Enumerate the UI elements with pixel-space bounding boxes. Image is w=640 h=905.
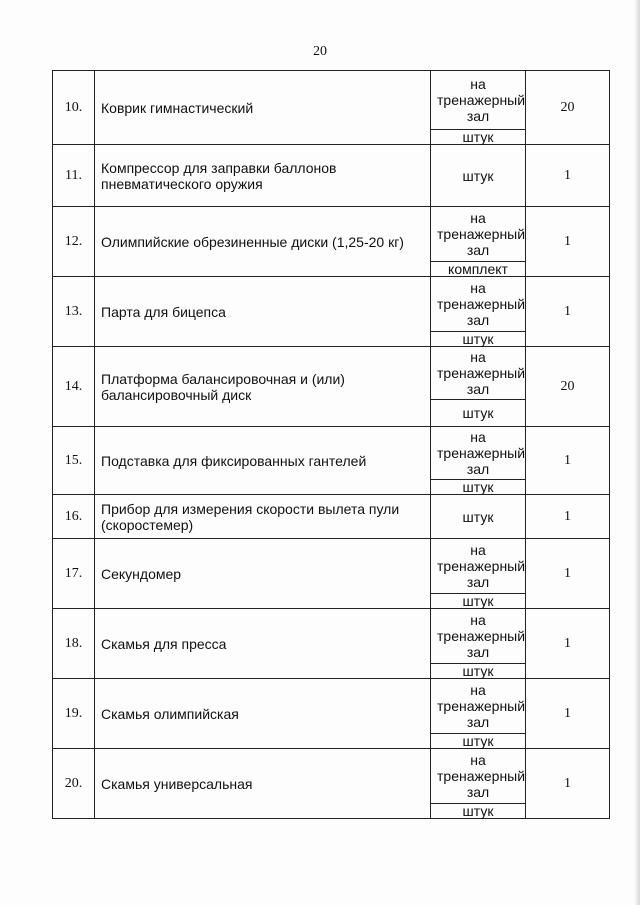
unit-top: на тренажерный зал	[431, 347, 526, 400]
item-name: Платформа балансировочная и (или) балансировочный диск	[95, 347, 431, 427]
unit-top: на тренажерный зал	[431, 427, 526, 480]
unit-bottom: штук	[431, 332, 526, 347]
row-number: 17.	[53, 539, 95, 609]
table-row	[53, 749, 610, 804]
item-name: Подставка для фиксированных гантелей	[95, 427, 431, 495]
unit-bottom: штук	[431, 130, 526, 145]
item-name: Компрессор для заправки баллонов пневматического оружия	[95, 145, 431, 207]
unit-bottom: штук	[431, 664, 526, 679]
item-name: Прибор для измерения скорости вылета пули (скоростемер)	[95, 495, 431, 539]
unit-top: на тренажерный зал	[431, 749, 526, 804]
item-name: Скамья для пресса	[95, 609, 431, 679]
unit-bottom: штук	[431, 480, 526, 495]
unit-top: на тренажерный зал	[431, 609, 526, 664]
unit-bottom: комплект	[431, 262, 526, 277]
row-number: 14.	[53, 347, 95, 427]
quantity: 1	[526, 145, 610, 207]
table-row	[53, 609, 610, 664]
unit: штук	[431, 145, 526, 207]
quantity: 1	[526, 277, 610, 347]
quantity: 1	[526, 749, 610, 819]
row-number: 18.	[53, 609, 95, 679]
quantity: 1	[526, 495, 610, 539]
row-number: 19.	[53, 679, 95, 749]
equipment-table	[52, 70, 610, 819]
unit-bottom: штук	[431, 734, 526, 749]
unit-bottom: штук	[431, 804, 526, 819]
item-name: Скамья олимпийская	[95, 679, 431, 749]
quantity: 1	[526, 679, 610, 749]
item-name: Скамья универсальная	[95, 749, 431, 819]
table-row	[53, 539, 610, 594]
table-row	[53, 71, 610, 130]
item-name: Коврик гимнастический	[95, 71, 431, 145]
quantity: 1	[526, 427, 610, 495]
page-number: 20	[313, 44, 327, 59]
quantity: 20	[526, 71, 610, 145]
table-row	[53, 277, 610, 332]
table-row	[53, 679, 610, 734]
unit-top: на тренажерный зал	[431, 679, 526, 734]
row-number: 12.	[53, 207, 95, 277]
unit-top: на тренажерный зал	[431, 71, 526, 130]
row-number: 16.	[53, 495, 95, 539]
row-number: 13.	[53, 277, 95, 347]
table-row	[53, 427, 610, 480]
table-row	[53, 495, 610, 539]
unit-bottom: штук	[431, 594, 526, 609]
table-row	[53, 347, 610, 400]
unit-top: на тренажерный зал	[431, 207, 526, 262]
table-row	[53, 145, 610, 207]
item-name: Секундомер	[95, 539, 431, 609]
unit-bottom: штук	[431, 400, 526, 427]
row-number: 15.	[53, 427, 95, 495]
quantity: 1	[526, 539, 610, 609]
scan-edge-shadow	[634, 0, 640, 905]
table-row	[53, 207, 610, 262]
quantity: 1	[526, 609, 610, 679]
unit: штук	[431, 495, 526, 539]
item-name: Олимпийские обрезиненные диски (1,25-20 кг)	[95, 207, 431, 277]
unit-top: на тренажерный зал	[431, 539, 526, 594]
unit-top: на тренажерный зал	[431, 277, 526, 332]
quantity: 20	[526, 347, 610, 427]
quantity: 1	[526, 207, 610, 277]
row-number: 10.	[53, 71, 95, 145]
row-number: 11.	[53, 145, 95, 207]
item-name: Парта для бицепса	[95, 277, 431, 347]
row-number: 20.	[53, 749, 95, 819]
